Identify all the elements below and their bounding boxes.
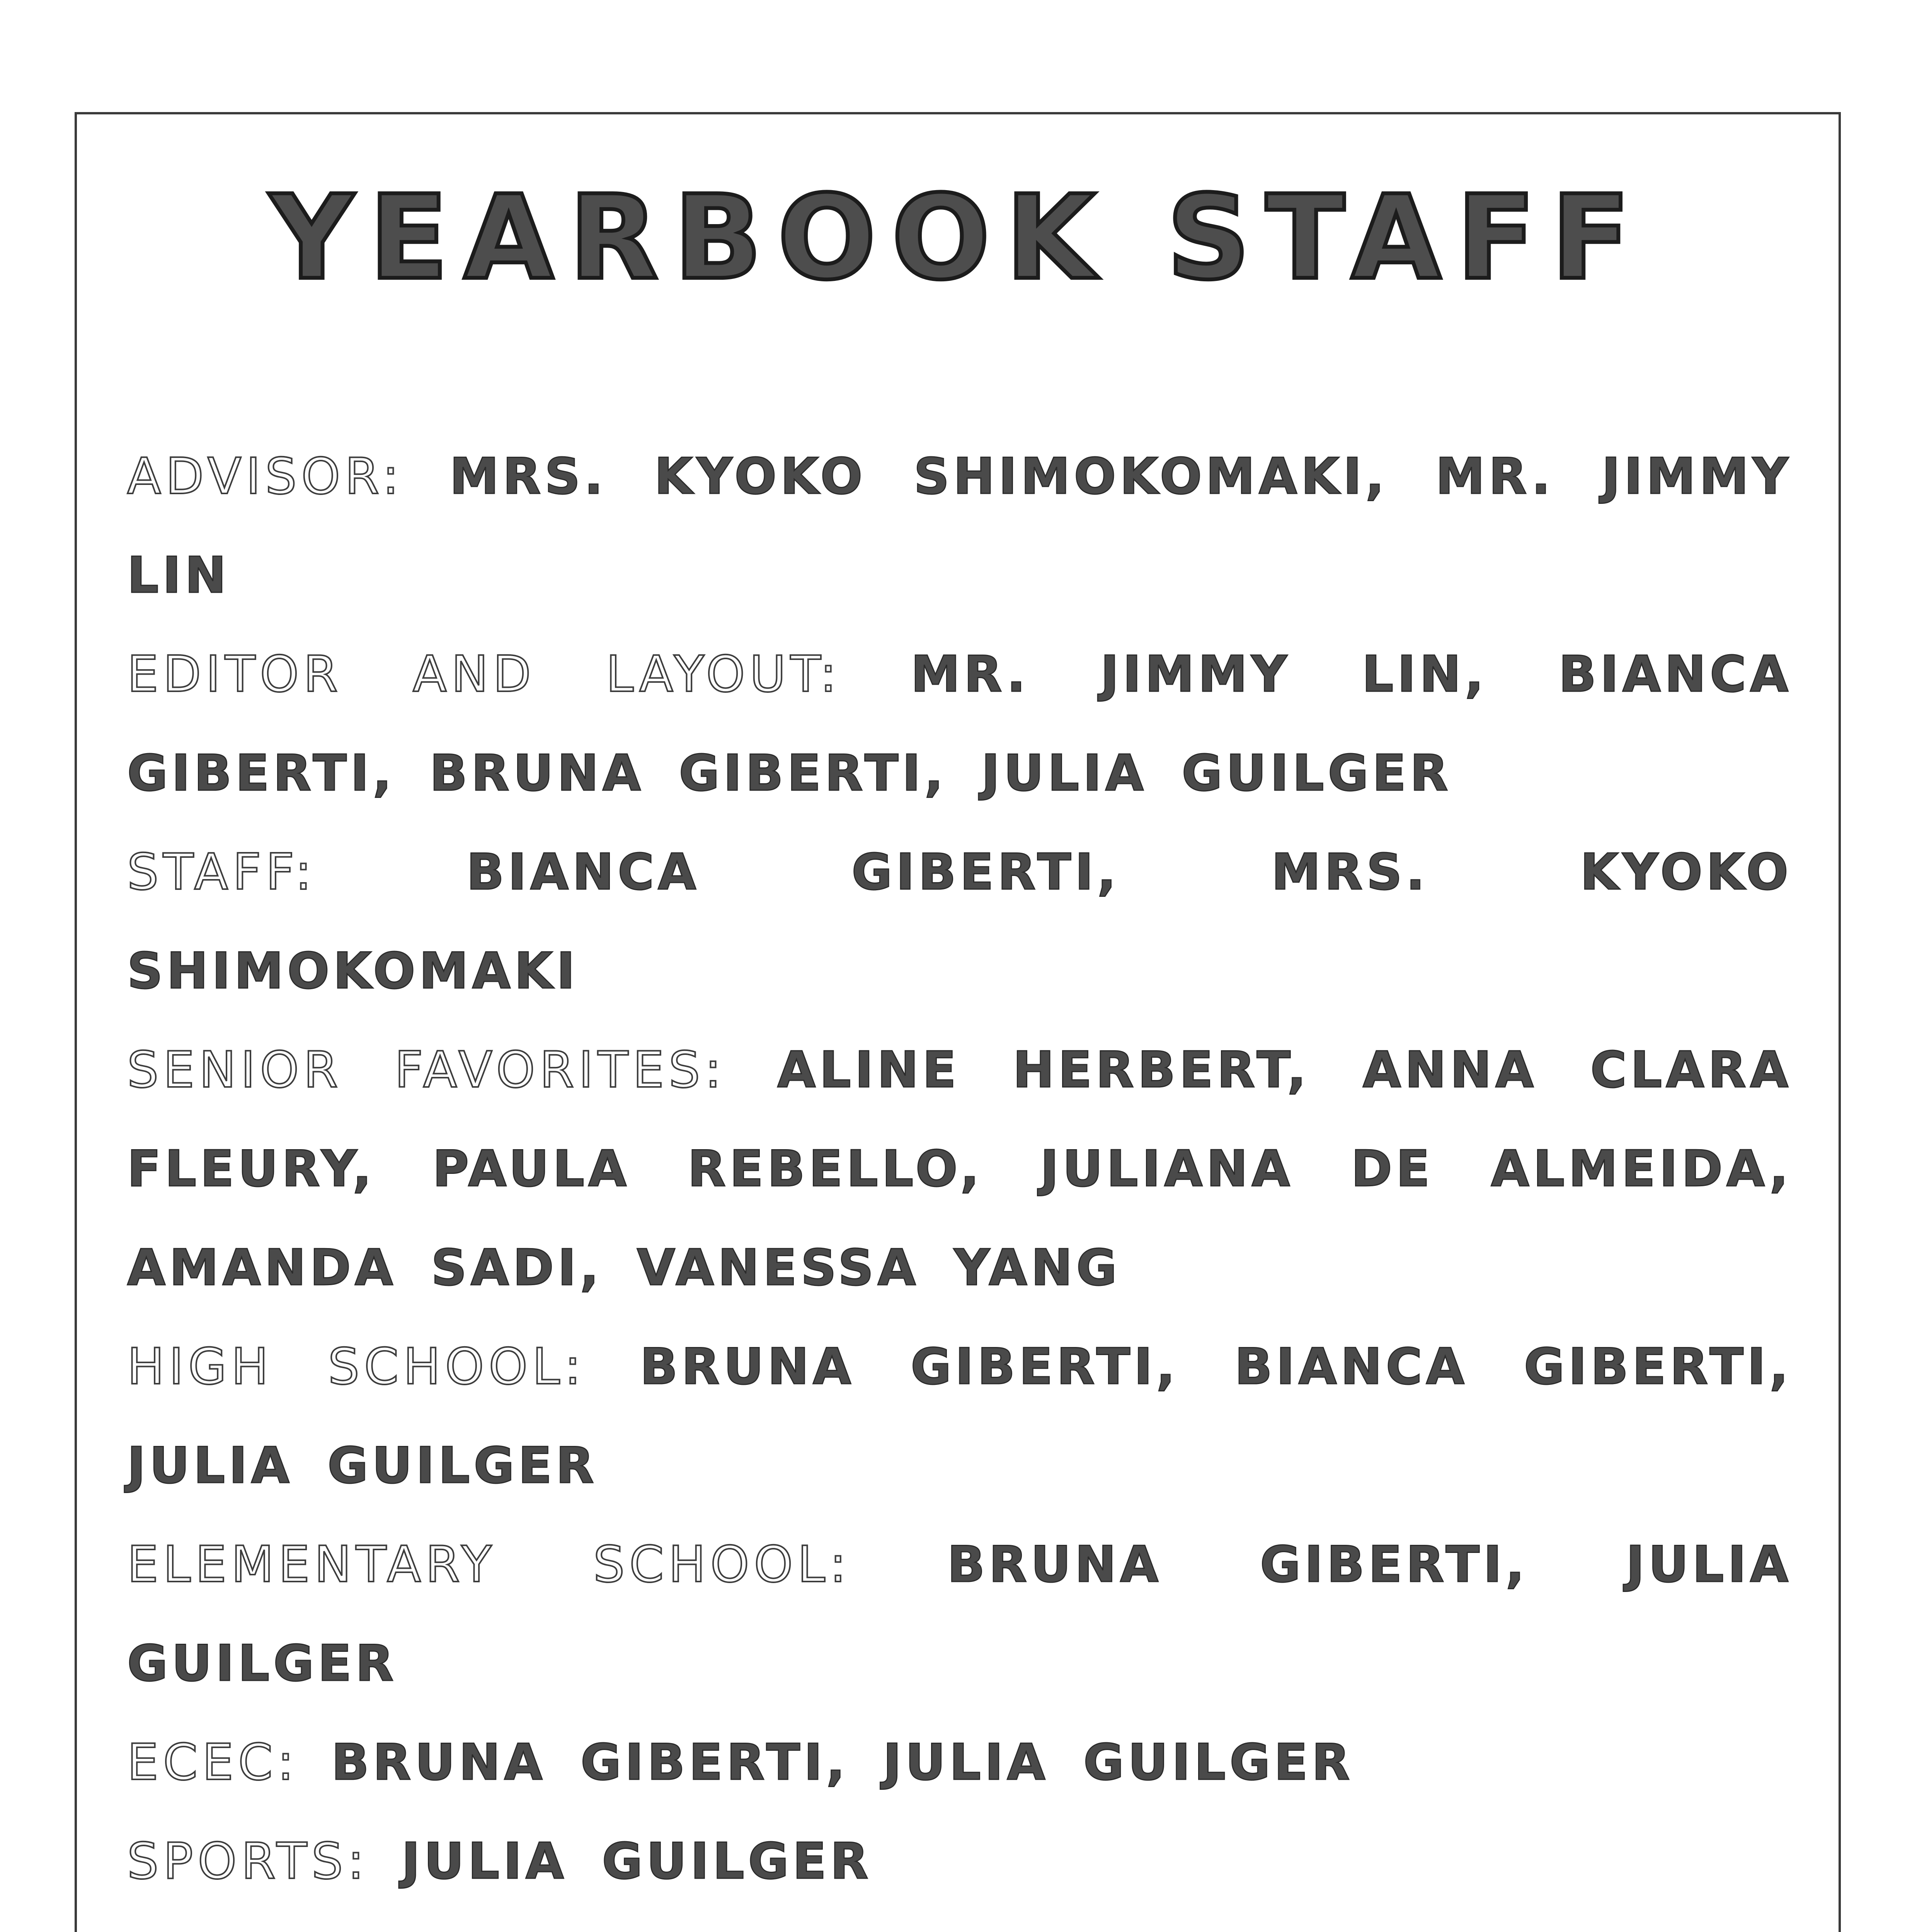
credit-names: BRUNA GIBERTI, BIANCA GIBERTI, JULIA GUILGER: [127, 1338, 1793, 1495]
credit-names: JULIA GUILGER: [402, 1833, 872, 1890]
credits-list: [127, 427, 1792, 1932]
credit-role: ELEMENTARY SCHOOL:: [127, 1536, 851, 1594]
page-title: YEARBOOK STAFF: [269, 170, 1646, 305]
credit-names: MR. JIMMY LIN, BIANCA GIBERTI, BRUNA GIBERTI, JULIA GUILGER: [127, 646, 1793, 802]
credit-ecec: [127, 1713, 1792, 1812]
credit-elementary-school: [127, 1515, 1792, 1713]
credit-senior-favorites: [127, 1021, 1792, 1318]
credit-role: ECEC:: [127, 1734, 299, 1791]
credit-advisor: [127, 427, 1792, 625]
credit-editor-and-layout: [127, 625, 1792, 823]
credit-high-school: [127, 1318, 1792, 1515]
credit-role: ADVISOR:: [127, 448, 404, 505]
credit-role: STAFF:: [127, 844, 317, 901]
credit-names: BRUNA GIBERTI, JULIA GUILGER: [127, 1536, 1792, 1692]
credit-names: MRS. KYOKO SHIMOKOMAKI, MR. JIMMY LIN: [127, 448, 1793, 604]
credit-staff: [127, 823, 1792, 1021]
credit-sports: [127, 1812, 1792, 1911]
credit-role: SENIOR FAVORITES:: [127, 1041, 726, 1099]
page-frame: [75, 112, 1841, 1932]
credit-role: EDITOR AND LAYOUT:: [127, 646, 841, 703]
credit-role: SPORTS:: [127, 1833, 369, 1890]
credit-role: HIGH SCHOOL:: [127, 1338, 586, 1396]
credit-names: BRUNA GIBERTI, JULIA GUILGER: [331, 1734, 1354, 1791]
credit-names: BIANCA GIBERTI, MRS. KYOKO SHIMOKOMAKI: [127, 844, 1792, 1000]
credit-names: ALINE HERBERT, ANNA CLARA FLEURY, PAULA REBELLO, JULIANA DE ALMEIDA, AMANDA SADI, VANESSA YANG: [127, 1041, 1793, 1297]
credit-activities: [127, 1911, 1792, 1932]
